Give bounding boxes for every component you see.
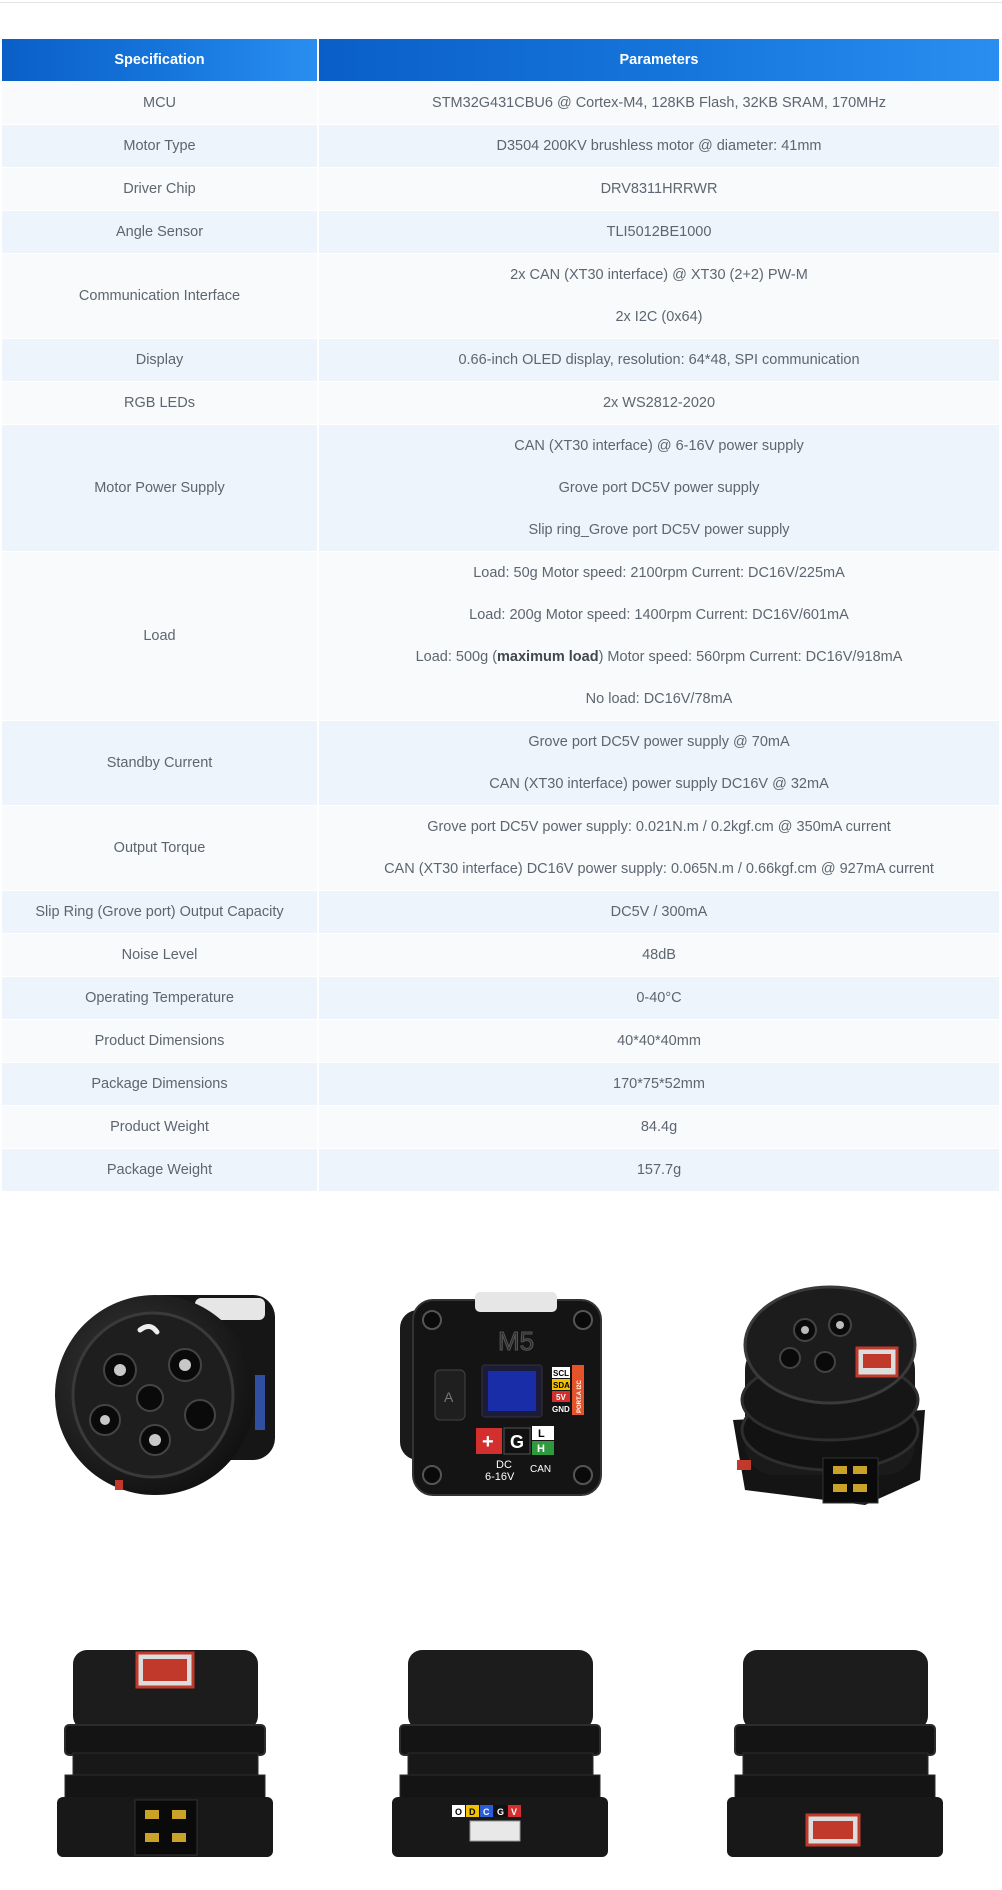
dc-label: DC xyxy=(496,1459,512,1471)
side-pin-o: O xyxy=(455,1807,463,1817)
spec-table xyxy=(2,39,999,1191)
spec-name: Angle Sensor xyxy=(2,211,318,254)
spec-name: Product Dimensions xyxy=(2,1020,318,1063)
spec-value xyxy=(318,425,999,552)
motor-top-angle-illustration xyxy=(715,1270,955,1510)
value-line: 0.66-inch OLED display, resolution: 64*48, SPI communication xyxy=(458,352,860,368)
top-divider xyxy=(0,2,1002,3)
spec-value xyxy=(318,1106,999,1149)
value-line-max-load xyxy=(319,636,999,678)
spec-table-header xyxy=(2,39,999,82)
side-pin-d: D xyxy=(469,1807,476,1817)
value-line: Grove port DC5V power supply: 0.021N.m / 0.2kgf.cm @ 350mA current xyxy=(427,819,891,835)
table-row xyxy=(2,382,999,425)
product-photo-front xyxy=(380,1270,620,1510)
table-row xyxy=(2,1106,999,1149)
table-row xyxy=(2,339,999,382)
value-line: CAN (XT30 interface) DC16V power supply: 0.065N.m / 0.66kgf.cm @ 927mA current xyxy=(384,861,934,877)
value-line: 157.7g xyxy=(636,1162,682,1178)
product-photo-top-angle xyxy=(715,1270,955,1510)
ground-label: G xyxy=(510,1432,525,1452)
table-row xyxy=(2,1063,999,1106)
spec-name: Display xyxy=(2,339,318,382)
spec-name: Load xyxy=(2,552,318,721)
can-low-label: L xyxy=(538,1428,545,1440)
value-line: 2x I2C (0x64) xyxy=(615,309,703,325)
value-line: 170*75*52mm xyxy=(613,1076,705,1092)
port-a-label: PORT.A I2C xyxy=(577,1380,583,1413)
value-line: DC5V / 300mA xyxy=(610,904,708,920)
value-line: 2x WS2812-2020 xyxy=(602,395,716,411)
value-line: 48dB xyxy=(642,947,676,963)
spec-value xyxy=(318,552,999,721)
spec-value xyxy=(318,339,999,382)
motor-side-connector-illustration xyxy=(715,1625,955,1865)
table-row xyxy=(2,125,999,168)
product-photo-side-connector xyxy=(715,1625,955,1865)
side-pin-c: C xyxy=(483,1807,490,1817)
table-row xyxy=(2,977,999,1020)
value-line: 84.4g xyxy=(640,1119,678,1135)
product-photo-side-grove xyxy=(380,1625,620,1865)
table-row xyxy=(2,721,999,806)
spec-name: Operating Temperature xyxy=(2,977,318,1020)
value-line: 40*40*40mm xyxy=(617,1033,701,1049)
table-row xyxy=(2,254,999,339)
table-row xyxy=(2,168,999,211)
side-pin-v: V xyxy=(511,1807,518,1817)
value-line: TLI5012BE1000 xyxy=(606,224,712,240)
value-line: 2x CAN (XT30 interface) @ XT30 (2+2) PW-M xyxy=(510,267,808,283)
spec-name: MCU xyxy=(2,82,318,125)
m5-logo: M5 xyxy=(498,1326,535,1356)
value-line: CAN (XT30 interface) @ 6-16V power supply xyxy=(514,438,804,454)
value-line: Slip ring_Grove port DC5V power supply xyxy=(528,522,790,538)
header-parameters: Parameters xyxy=(318,39,999,82)
spec-value xyxy=(318,254,999,339)
max-load-bold: maximum load xyxy=(497,649,599,665)
load-text-before: Load: 500g ( xyxy=(415,649,498,665)
table-row xyxy=(2,934,999,977)
value-line: D3504 200KV brushless motor @ diameter: 41mm xyxy=(496,138,822,154)
spec-name: Slip Ring (Grove port) Output Capacity xyxy=(2,891,318,934)
value-line: DRV8311HRRWR xyxy=(600,181,718,197)
header-specification: Specification xyxy=(2,39,318,82)
spec-name: Noise Level xyxy=(2,934,318,977)
motor-front-illustration xyxy=(380,1270,620,1510)
product-photo-side-xt30 xyxy=(45,1625,285,1865)
value-line: No load: DC16V/78mA xyxy=(585,691,733,707)
spec-name: Driver Chip xyxy=(2,168,318,211)
table-row xyxy=(2,1020,999,1063)
spec-value xyxy=(318,806,999,891)
product-photo-rear-angle xyxy=(45,1270,285,1510)
voltage-label: 6-16V xyxy=(485,1471,515,1483)
value-line: Grove port DC5V power supply @ 70mA xyxy=(528,734,790,750)
port-label-5v: 5V xyxy=(556,1393,566,1402)
can-label: CAN xyxy=(530,1464,552,1475)
table-row xyxy=(2,806,999,891)
spec-value xyxy=(318,891,999,934)
spec-value xyxy=(318,382,999,425)
table-row xyxy=(2,552,999,721)
load-text-after: ) Motor speed: 560rpm Current: DC16V/918mA xyxy=(598,649,903,665)
spec-name: Standby Current xyxy=(2,721,318,806)
motor-side-xt30-illustration xyxy=(45,1625,285,1865)
motor-side-grove-illustration xyxy=(380,1625,620,1865)
spec-name: Output Torque xyxy=(2,806,318,891)
spec-name: Package Dimensions xyxy=(2,1063,318,1106)
motor-rear-angle-illustration xyxy=(45,1270,285,1510)
side-pin-g: G xyxy=(497,1807,505,1817)
value-line: CAN (XT30 interface) power supply DC16V @ 32mA xyxy=(489,776,829,792)
spec-name: Package Weight xyxy=(2,1149,318,1192)
spec-name: Motor Type xyxy=(2,125,318,168)
spec-value xyxy=(318,168,999,211)
table-row xyxy=(2,82,999,125)
value-line: STM32G431CBU6 @ Cortex-M4, 128KB Flash, 32KB SRAM, 170MHz xyxy=(432,95,886,111)
spec-value xyxy=(318,1063,999,1106)
table-row xyxy=(2,891,999,934)
value-line: Load: 200g Motor speed: 1400rpm Current: DC16V/601mA xyxy=(469,607,849,623)
table-row xyxy=(2,425,999,552)
table-row xyxy=(2,211,999,254)
can-high-label: H xyxy=(537,1443,545,1455)
spec-name: RGB LEDs xyxy=(2,382,318,425)
spec-value xyxy=(318,934,999,977)
port-label-gnd: GND xyxy=(552,1405,570,1414)
spec-value xyxy=(318,82,999,125)
spec-value xyxy=(318,211,999,254)
value-line: Load: 50g Motor speed: 2100rpm Current: DC16V/225mA xyxy=(473,565,845,581)
spec-value xyxy=(318,977,999,1020)
plus-label: + xyxy=(482,1431,494,1453)
port-label-sda: SDA xyxy=(553,1381,570,1390)
spec-value xyxy=(318,1020,999,1063)
spec-name: Product Weight xyxy=(2,1106,318,1149)
button-a-label: A xyxy=(444,1389,454,1405)
spec-value xyxy=(318,721,999,806)
value-line: Grove port DC5V power supply xyxy=(558,480,760,496)
spec-name: Motor Power Supply xyxy=(2,425,318,552)
table-row xyxy=(2,1149,999,1192)
value-line: 0-40°C xyxy=(636,990,682,1006)
spec-name: Communication Interface xyxy=(2,254,318,339)
port-label-scl: SCL xyxy=(553,1369,569,1378)
spec-value xyxy=(318,1149,999,1192)
spec-value xyxy=(318,125,999,168)
